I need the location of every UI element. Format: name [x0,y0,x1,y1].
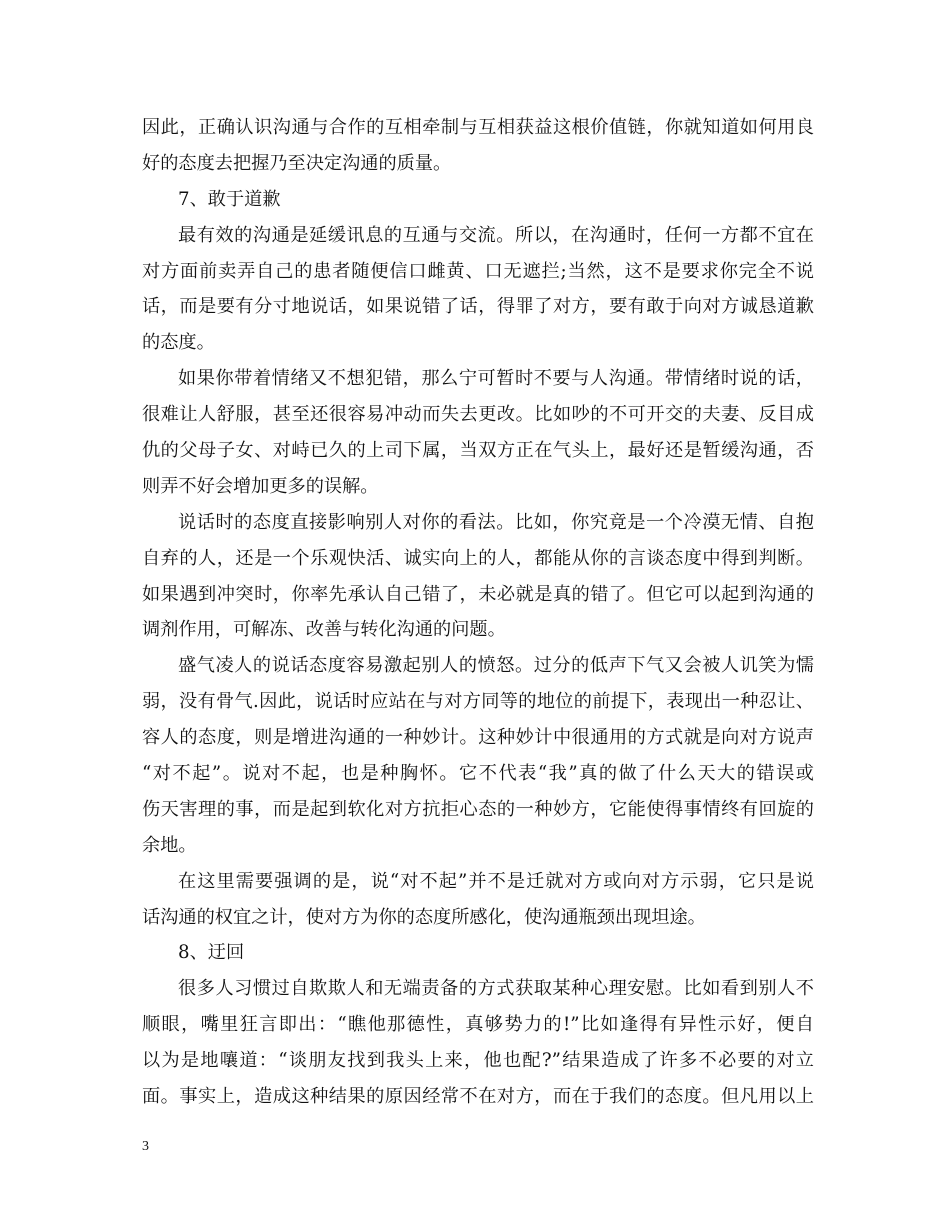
paragraph-line: “对不起”。说对不起，也是种胸怀。它不代表“我”真的做了什么天大的错误或 [142,763,814,785]
paragraph-line: 盛气凌人的说话态度容易激起别人的愤怒。过分的低声下气又会被人讥笑为懦 [178,655,814,677]
page-number: 3 [142,1139,149,1154]
paragraph-line: 容人的态度，则是增进沟通的一种妙计。这种妙计中很通用的方式就是向对方说声 [142,727,814,749]
paragraph-line: 顺眼，嘴里狂言即出：“瞧他那德性，真够势力的!”比如逢得有异性示好，便自 [142,1014,814,1036]
paragraph-line: 因此，正确认识沟通与合作的互相牵制与互相获益这根价值链，你就知道如何用良 [142,117,814,138]
paragraph-line: 伤天害理的事，而是起到软化对方抗拒心态的一种妙方，它能使得事情终有回旋的 [142,798,814,820]
paragraph-line: 以为是地嚷道：“谈朋友找到我头上来，他也配?”结果造成了许多不必要的对立 [142,1050,814,1072]
paragraph-line: 面。事实上，造成这种结果的原因经常不在对方，而在于我们的态度。但凡用以上 [142,1086,814,1108]
paragraph-line: 仇的父母子女、对峙已久的上司下属，当双方正在气头上，最好还是暂缓沟通，否 [142,440,814,462]
paragraph-line: 说话时的态度直接影响别人对你的看法。比如，你究竟是一个冷漠无情、自抱 [178,511,814,533]
paragraph-line: 在这里需要强调的是，说“对不起”并不是迁就对方或向对方示弱，它只是说 [178,870,814,892]
paragraph-line: 的态度。 [142,332,215,354]
paragraph-line: 最有效的沟通是延缓讯息的互通与交流。所以，在沟通时，任何一方都不宜在 [178,224,814,246]
section-heading: 7、敢于道歉 [178,188,281,210]
paragraph-line: 如果你带着情绪又不想犯错，那么宁可暂时不要与人沟通。带情绪时说的话， [178,368,814,390]
paragraph-line: 很难让人舒服，甚至还很容易冲动而失去更改。比如吵的不可开交的夫妻、反目成 [142,404,814,426]
paragraph-line: 则弄不好会增加更多的误解。 [142,475,379,497]
paragraph-line: 弱，没有骨气.因此，说话时应站在与对方同等的地位的前提下，表现出一种忍让、 [142,691,814,713]
paragraph-line: 自弃的人，还是一个乐观快活、诚实向上的人，都能从你的言谈态度中得到判断。 [142,547,814,569]
paragraph-line: 很多人习惯过自欺欺人和无端责备的方式获取某种心理安慰。比如看到别人不 [178,978,814,1000]
paragraph-line: 对方面前卖弄自己的患者随便信口雌黄、口无遮拦;当然，这不是要求你完全不说 [142,260,814,282]
paragraph-line: 调剂作用，可解冻、改善与转化沟通的问题。 [142,619,506,641]
document-body [142,110,814,1115]
paragraph-line: 如果遇到冲突时，你率先承认自己错了，未必就是真的错了。但它可以起到沟通的 [142,583,814,605]
paragraph-line: 好的态度去把握乃至决定沟通的质量。 [142,152,452,174]
paragraph-line: 话，而是要有分寸地说话，如果说错了话，得罪了对方，要有敢于向对方诚恳道歉 [142,296,814,318]
paragraph-line: 余地。 [142,834,197,856]
section-heading: 8、迂回 [178,942,245,964]
paragraph-line: 话沟通的权宜之计，使对方为你的态度所感化，使沟通瓶颈出现坦途。 [142,906,706,928]
